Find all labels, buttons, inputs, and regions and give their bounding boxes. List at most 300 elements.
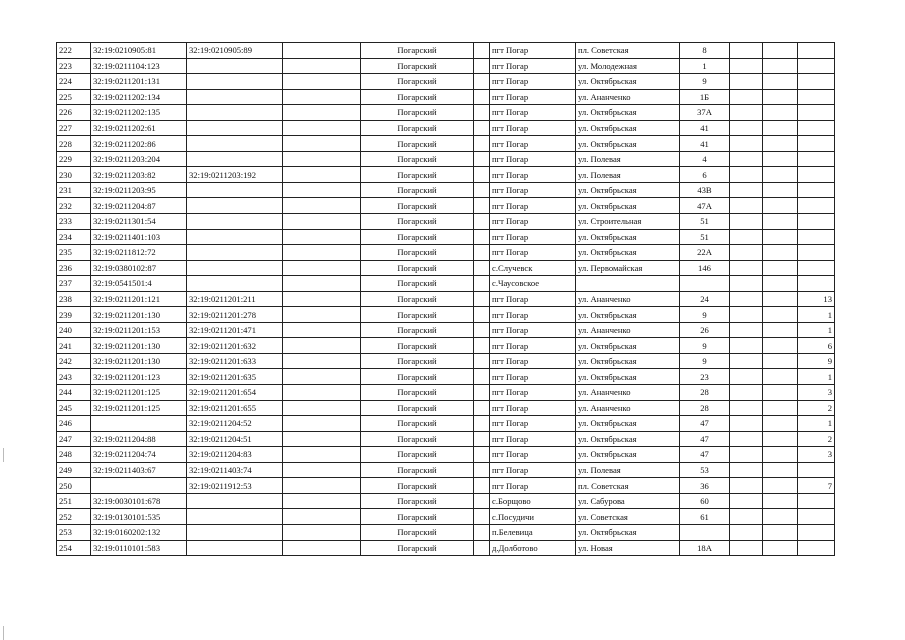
empty-cell <box>763 447 798 463</box>
row-number-cell: 243 <box>57 369 91 385</box>
cadastral-number-cell: 32:19:0160202:132 <box>91 524 187 540</box>
row-number-cell: 246 <box>57 416 91 432</box>
spacer-cell <box>474 260 490 276</box>
row-number-cell: 232 <box>57 198 91 214</box>
row-number-cell: 226 <box>57 105 91 121</box>
building-cadastral-number-cell <box>187 493 283 509</box>
count-cell <box>798 229 835 245</box>
spacer-cell <box>474 400 490 416</box>
empty-cell <box>763 493 798 509</box>
cadastral-number-cell <box>91 416 187 432</box>
spacer-cell <box>474 338 490 354</box>
spacer-cell <box>474 89 490 105</box>
spacer-cell <box>474 416 490 432</box>
empty-cell <box>730 447 763 463</box>
cadastral-number-cell: 32:19:0211204:87 <box>91 198 187 214</box>
empty-cell <box>283 89 361 105</box>
house-number-cell: 4 <box>680 151 730 167</box>
empty-cell <box>283 385 361 401</box>
row-number-cell: 234 <box>57 229 91 245</box>
table-row <box>57 151 835 167</box>
building-cadastral-number-cell <box>187 74 283 90</box>
empty-cell <box>283 182 361 198</box>
empty-cell <box>763 416 798 432</box>
empty-cell <box>763 509 798 525</box>
street-cell: ул. Октябрьская <box>576 74 680 90</box>
spacer-cell <box>474 43 490 59</box>
empty-cell <box>283 524 361 540</box>
street-cell: ул. Октябрьская <box>576 182 680 198</box>
table-row <box>57 462 835 478</box>
cadastral-number-cell: 32:19:0211202:134 <box>91 89 187 105</box>
count-cell: 7 <box>798 478 835 494</box>
row-number-cell: 251 <box>57 493 91 509</box>
empty-cell <box>283 214 361 230</box>
building-cadastral-number-cell: 32:19:0210905:89 <box>187 43 283 59</box>
locality-cell: с.Случевск <box>490 260 576 276</box>
empty-cell <box>763 478 798 494</box>
cadastral-number-cell: 32:19:0380102:87 <box>91 260 187 276</box>
street-cell: ул. Сабурова <box>576 493 680 509</box>
street-cell: пл. Советская <box>576 478 680 494</box>
locality-cell: пгт Погар <box>490 400 576 416</box>
locality-cell: пгт Погар <box>490 229 576 245</box>
street-cell: ул. Октябрьская <box>576 105 680 121</box>
count-cell <box>798 462 835 478</box>
cadastral-number-cell: 32:19:0211203:204 <box>91 151 187 167</box>
count-cell <box>798 182 835 198</box>
district-cell: Погарский <box>361 167 474 183</box>
building-cadastral-number-cell <box>187 229 283 245</box>
table-row <box>57 89 835 105</box>
empty-cell <box>763 151 798 167</box>
locality-cell: пгт Погар <box>490 338 576 354</box>
table-row <box>57 353 835 369</box>
building-cadastral-number-cell: 32:19:0211201:211 <box>187 291 283 307</box>
scan-margin-mark <box>3 448 4 462</box>
empty-cell <box>763 385 798 401</box>
house-number-cell: 9 <box>680 74 730 90</box>
table-row <box>57 167 835 183</box>
building-cadastral-number-cell <box>187 89 283 105</box>
empty-cell <box>730 245 763 261</box>
spacer-cell <box>474 540 490 556</box>
empty-cell <box>730 322 763 338</box>
empty-cell <box>730 43 763 59</box>
row-number-cell: 224 <box>57 74 91 90</box>
locality-cell: пгт Погар <box>490 431 576 447</box>
house-number-cell: 37А <box>680 105 730 121</box>
empty-cell <box>730 524 763 540</box>
house-number-cell: 51 <box>680 214 730 230</box>
cadastral-number-cell: 32:19:0130101:535 <box>91 509 187 525</box>
empty-cell <box>730 462 763 478</box>
empty-cell <box>730 260 763 276</box>
empty-cell <box>730 493 763 509</box>
empty-cell <box>283 167 361 183</box>
spacer-cell <box>474 229 490 245</box>
spacer-cell <box>474 478 490 494</box>
house-number-cell: 43В <box>680 182 730 198</box>
cadastral-number-cell: 32:19:0211201:153 <box>91 322 187 338</box>
table-body <box>57 43 835 556</box>
locality-cell: с.Посудичи <box>490 509 576 525</box>
house-number-cell: 47 <box>680 416 730 432</box>
street-cell: ул. Ананченко <box>576 89 680 105</box>
district-cell: Погарский <box>361 198 474 214</box>
spacer-cell <box>474 120 490 136</box>
building-cadastral-number-cell: 32:19:0211403:74 <box>187 462 283 478</box>
district-cell: Погарский <box>361 338 474 354</box>
empty-cell <box>283 307 361 323</box>
row-number-cell: 233 <box>57 214 91 230</box>
empty-cell <box>763 105 798 121</box>
cadastral-number-cell: 32:19:0211201:130 <box>91 353 187 369</box>
building-cadastral-number-cell: 32:19:0211201:471 <box>187 322 283 338</box>
spacer-cell <box>474 369 490 385</box>
table-row <box>57 493 835 509</box>
locality-cell: пгт Погар <box>490 447 576 463</box>
row-number-cell: 228 <box>57 136 91 152</box>
street-cell: ул. Полевая <box>576 462 680 478</box>
street-cell: ул. Октябрьская <box>576 229 680 245</box>
street-cell: ул. Октябрьская <box>576 307 680 323</box>
street-cell: ул. Новая <box>576 540 680 556</box>
empty-cell <box>730 400 763 416</box>
row-number-cell: 235 <box>57 245 91 261</box>
empty-cell <box>283 431 361 447</box>
empty-cell <box>730 385 763 401</box>
district-cell: Погарский <box>361 524 474 540</box>
house-number-cell: 61 <box>680 509 730 525</box>
empty-cell <box>730 509 763 525</box>
district-cell: Погарский <box>361 431 474 447</box>
spacer-cell <box>474 291 490 307</box>
cadastral-number-cell: 32:19:0211812:72 <box>91 245 187 261</box>
empty-cell <box>730 291 763 307</box>
district-cell: Погарский <box>361 89 474 105</box>
empty-cell <box>283 462 361 478</box>
empty-cell <box>763 120 798 136</box>
street-cell: ул. Полевая <box>576 151 680 167</box>
table-row <box>57 260 835 276</box>
building-cadastral-number-cell: 32:19:0211204:83 <box>187 447 283 463</box>
empty-cell <box>730 105 763 121</box>
street-cell: ул. Октябрьская <box>576 353 680 369</box>
empty-cell <box>283 493 361 509</box>
district-cell: Погарский <box>361 540 474 556</box>
empty-cell <box>283 74 361 90</box>
empty-cell <box>730 478 763 494</box>
empty-cell <box>283 276 361 292</box>
empty-cell <box>763 322 798 338</box>
row-number-cell: 242 <box>57 353 91 369</box>
building-cadastral-number-cell <box>187 260 283 276</box>
count-cell: 1 <box>798 369 835 385</box>
house-number-cell: 47 <box>680 447 730 463</box>
house-number-cell <box>680 524 730 540</box>
house-number-cell: 1 <box>680 58 730 74</box>
building-cadastral-number-cell <box>187 182 283 198</box>
empty-cell <box>763 229 798 245</box>
table-row <box>57 105 835 121</box>
district-cell: Погарский <box>361 353 474 369</box>
table-row <box>57 307 835 323</box>
row-number-cell: 247 <box>57 431 91 447</box>
district-cell: Погарский <box>361 385 474 401</box>
locality-cell: пгт Погар <box>490 214 576 230</box>
street-cell: ул. Ананченко <box>576 322 680 338</box>
locality-cell: пгт Погар <box>490 198 576 214</box>
empty-cell <box>283 447 361 463</box>
building-cadastral-number-cell: 32:19:0211201:635 <box>187 369 283 385</box>
count-cell <box>798 105 835 121</box>
locality-cell: пгт Погар <box>490 307 576 323</box>
building-cadastral-number-cell: 32:19:0211912:53 <box>187 478 283 494</box>
street-cell: ул. Первомайская <box>576 260 680 276</box>
district-cell: Погарский <box>361 214 474 230</box>
house-number-cell: 60 <box>680 493 730 509</box>
row-number-cell: 227 <box>57 120 91 136</box>
house-number-cell: 1Б <box>680 89 730 105</box>
count-cell: 9 <box>798 353 835 369</box>
table-row <box>57 182 835 198</box>
district-cell: Погарский <box>361 276 474 292</box>
empty-cell <box>730 416 763 432</box>
house-number-cell: 36 <box>680 478 730 494</box>
spacer-cell <box>474 58 490 74</box>
spacer-cell <box>474 198 490 214</box>
locality-cell: с.Борщово <box>490 493 576 509</box>
house-number-cell: 24 <box>680 291 730 307</box>
locality-cell: пгт Погар <box>490 136 576 152</box>
empty-cell <box>763 369 798 385</box>
house-number-cell: 28 <box>680 400 730 416</box>
count-cell <box>798 89 835 105</box>
spacer-cell <box>474 431 490 447</box>
empty-cell <box>730 167 763 183</box>
cadastral-number-cell: 32:19:0211204:74 <box>91 447 187 463</box>
empty-cell <box>763 291 798 307</box>
table-row <box>57 416 835 432</box>
street-cell: ул. Октябрьская <box>576 338 680 354</box>
empty-cell <box>730 214 763 230</box>
count-cell <box>798 493 835 509</box>
cadastral-number-cell: 32:19:0211201:123 <box>91 369 187 385</box>
table-row <box>57 276 835 292</box>
row-number-cell: 225 <box>57 89 91 105</box>
row-number-cell: 250 <box>57 478 91 494</box>
locality-cell: пгт Погар <box>490 151 576 167</box>
empty-cell <box>763 307 798 323</box>
spacer-cell <box>474 322 490 338</box>
empty-cell <box>763 198 798 214</box>
count-cell <box>798 214 835 230</box>
empty-cell <box>763 89 798 105</box>
building-cadastral-number-cell <box>187 198 283 214</box>
district-cell: Погарский <box>361 229 474 245</box>
cadastral-number-cell: 32:19:0211203:82 <box>91 167 187 183</box>
empty-cell <box>283 400 361 416</box>
empty-cell <box>763 400 798 416</box>
empty-cell <box>730 540 763 556</box>
house-number-cell: 18А <box>680 540 730 556</box>
empty-cell <box>283 105 361 121</box>
count-cell <box>798 198 835 214</box>
cadastral-number-cell: 32:19:0211401:103 <box>91 229 187 245</box>
building-cadastral-number-cell <box>187 245 283 261</box>
count-cell <box>798 151 835 167</box>
locality-cell: пгт Погар <box>490 167 576 183</box>
house-number-cell: 41 <box>680 120 730 136</box>
scan-margin-mark <box>3 626 4 640</box>
locality-cell: с.Чаусовское <box>490 276 576 292</box>
district-cell: Погарский <box>361 245 474 261</box>
spacer-cell <box>474 353 490 369</box>
spacer-cell <box>474 524 490 540</box>
row-number-cell: 239 <box>57 307 91 323</box>
row-number-cell: 252 <box>57 509 91 525</box>
district-cell: Погарский <box>361 322 474 338</box>
cadastral-number-cell: 32:19:0210905:81 <box>91 43 187 59</box>
empty-cell <box>763 540 798 556</box>
table-row <box>57 447 835 463</box>
empty-cell <box>763 524 798 540</box>
spacer-cell <box>474 136 490 152</box>
district-cell: Погарский <box>361 43 474 59</box>
count-cell <box>798 58 835 74</box>
locality-cell: пгт Погар <box>490 416 576 432</box>
building-cadastral-number-cell: 32:19:0211201:655 <box>187 400 283 416</box>
building-cadastral-number-cell <box>187 105 283 121</box>
empty-cell <box>730 74 763 90</box>
district-cell: Погарский <box>361 416 474 432</box>
empty-cell <box>283 198 361 214</box>
table-row <box>57 478 835 494</box>
table-row <box>57 229 835 245</box>
empty-cell <box>283 478 361 494</box>
count-cell: 2 <box>798 400 835 416</box>
cadastral-number-cell: 32:19:0211202:135 <box>91 105 187 121</box>
table-row <box>57 291 835 307</box>
street-cell: ул. Полевая <box>576 167 680 183</box>
count-cell <box>798 540 835 556</box>
building-cadastral-number-cell: 32:19:0211203:192 <box>187 167 283 183</box>
house-number-cell: 51 <box>680 229 730 245</box>
count-cell <box>798 167 835 183</box>
empty-cell <box>283 291 361 307</box>
count-cell: 3 <box>798 447 835 463</box>
row-number-cell: 237 <box>57 276 91 292</box>
district-cell: Погарский <box>361 120 474 136</box>
table-row <box>57 509 835 525</box>
empty-cell <box>283 338 361 354</box>
empty-cell <box>763 462 798 478</box>
spacer-cell <box>474 214 490 230</box>
empty-cell <box>283 229 361 245</box>
spacer-cell <box>474 447 490 463</box>
empty-cell <box>730 151 763 167</box>
locality-cell: пгт Погар <box>490 89 576 105</box>
table-row <box>57 385 835 401</box>
table-row <box>57 58 835 74</box>
locality-cell: п.Белевица <box>490 524 576 540</box>
count-cell <box>798 260 835 276</box>
locality-cell: пгт Погар <box>490 369 576 385</box>
district-cell: Погарский <box>361 509 474 525</box>
cadastral-number-cell: 32:19:0211202:61 <box>91 120 187 136</box>
count-cell <box>798 509 835 525</box>
cadastral-number-cell: 32:19:0211403:67 <box>91 462 187 478</box>
empty-cell <box>283 353 361 369</box>
count-cell <box>798 120 835 136</box>
count-cell: 6 <box>798 338 835 354</box>
locality-cell: пгт Погар <box>490 385 576 401</box>
empty-cell <box>763 182 798 198</box>
house-number-cell: 22А <box>680 245 730 261</box>
empty-cell <box>763 214 798 230</box>
street-cell: ул. Ананченко <box>576 291 680 307</box>
cadastral-number-cell: 32:19:0211201:130 <box>91 307 187 323</box>
row-number-cell: 230 <box>57 167 91 183</box>
count-cell <box>798 136 835 152</box>
spacer-cell <box>474 245 490 261</box>
street-cell: ул. Ананченко <box>576 400 680 416</box>
building-cadastral-number-cell <box>187 151 283 167</box>
spacer-cell <box>474 182 490 198</box>
spacer-cell <box>474 74 490 90</box>
building-cadastral-number-cell: 32:19:0211201:278 <box>187 307 283 323</box>
table-row <box>57 245 835 261</box>
house-number-cell <box>680 276 730 292</box>
street-cell: ул. Октябрьская <box>576 136 680 152</box>
row-number-cell: 253 <box>57 524 91 540</box>
house-number-cell: 8 <box>680 43 730 59</box>
spacer-cell <box>474 151 490 167</box>
count-cell <box>798 276 835 292</box>
row-number-cell: 245 <box>57 400 91 416</box>
empty-cell <box>283 120 361 136</box>
table-row <box>57 198 835 214</box>
locality-cell: пгт Погар <box>490 291 576 307</box>
locality-cell: пгт Погар <box>490 322 576 338</box>
locality-cell: пгт Погар <box>490 74 576 90</box>
district-cell: Погарский <box>361 493 474 509</box>
building-cadastral-number-cell <box>187 120 283 136</box>
empty-cell <box>283 416 361 432</box>
row-number-cell: 240 <box>57 322 91 338</box>
empty-cell <box>283 151 361 167</box>
empty-cell <box>283 509 361 525</box>
building-cadastral-number-cell <box>187 214 283 230</box>
cadastral-number-cell: 32:19:0211203:95 <box>91 182 187 198</box>
house-number-cell: 9 <box>680 353 730 369</box>
cadastral-number-cell <box>91 478 187 494</box>
empty-cell <box>763 260 798 276</box>
count-cell <box>798 245 835 261</box>
house-number-cell: 26 <box>680 322 730 338</box>
street-cell: ул. Октябрьская <box>576 524 680 540</box>
empty-cell <box>763 353 798 369</box>
district-cell: Погарский <box>361 447 474 463</box>
street-cell: ул. Октябрьская <box>576 198 680 214</box>
district-cell: Погарский <box>361 307 474 323</box>
street-cell: пл. Советская <box>576 43 680 59</box>
empty-cell <box>763 431 798 447</box>
building-cadastral-number-cell <box>187 540 283 556</box>
building-cadastral-number-cell: 32:19:0211201:632 <box>187 338 283 354</box>
empty-cell <box>730 276 763 292</box>
